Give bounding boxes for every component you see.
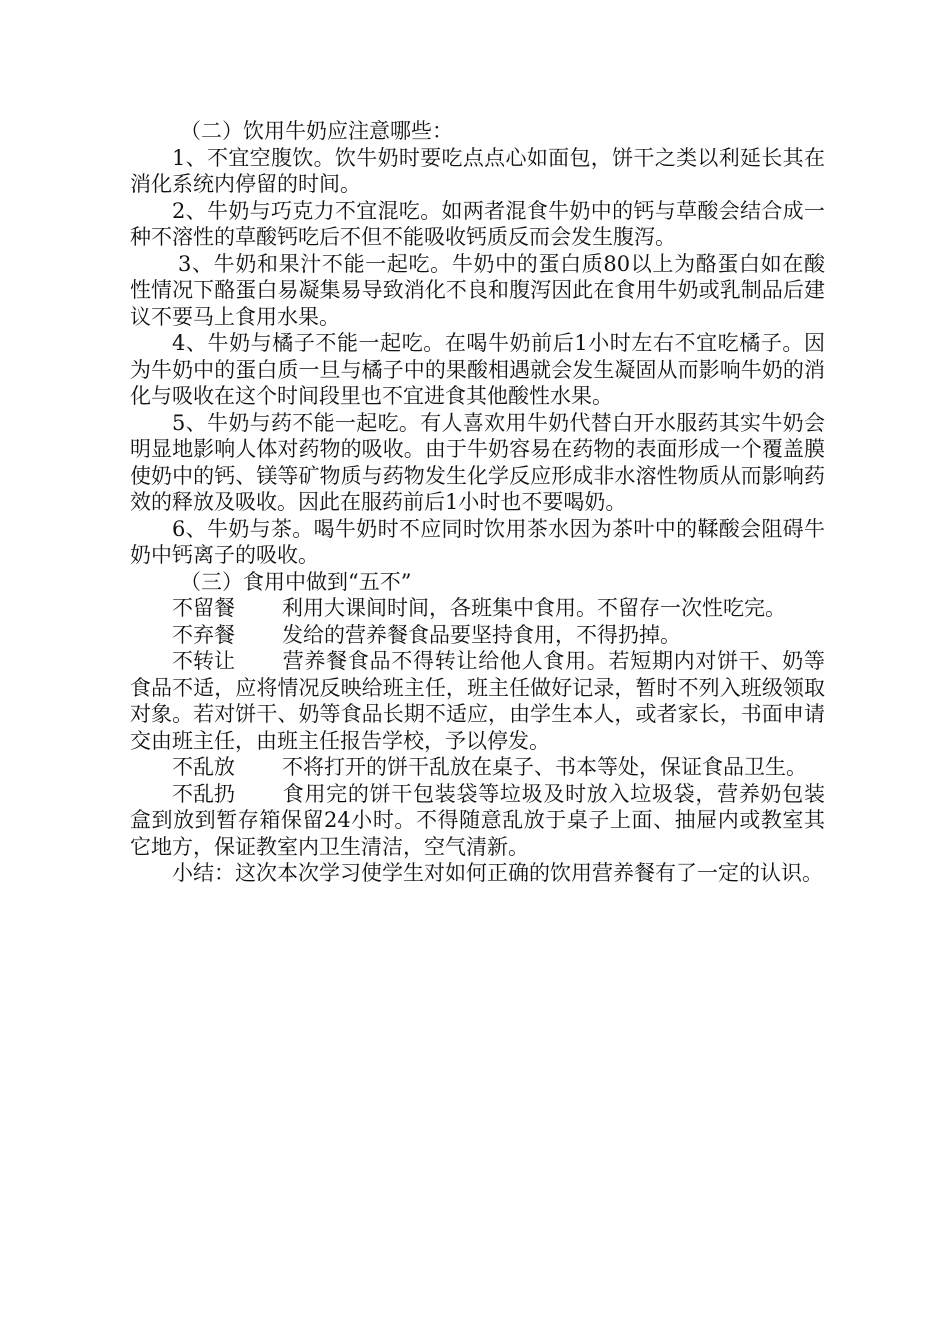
section-heading-milk-notes: （二）饮用牛奶应注意哪些： <box>180 119 453 143</box>
rule-text: 食用完的饼干包装袋等垃圾及时放入垃圾袋，营养奶包装盒到放到暂存箱保留24小时。不得随意乱放于桌子上面、抽屉内或教室其它地方，保证教室内卫生清洁，空气清新。 <box>130 781 825 859</box>
rule-text: 不将打开的饼干乱放在桌子、书本等处，保证食品卫生。 <box>282 755 807 779</box>
document-body <box>130 118 825 887</box>
rule-term: 不留餐 <box>172 596 235 620</box>
rule-term: 不转让 <box>172 649 235 673</box>
summary-paragraph: 小结：这次本次学习使学生对如何正确的饮用营养餐有了一定的认识。 <box>172 861 823 885</box>
rule-text: 发给的营养餐食品要坚持食用，不得扔掉。 <box>282 622 681 647</box>
rule-text: 营养餐食品不得转让给他人食用。若短期内对饼干、奶等食品不适，应将情况反映给班主任，班主任做好记录，暂时不列入班级领取对象。若对饼干、奶等食品长期不适应，由学生本人，或者家长，书面申请交由班主任，由班主任报告学校，予以停发。 <box>130 649 825 753</box>
rule-no-misplace <box>130 754 825 781</box>
rule-no-litter <box>130 781 825 861</box>
milk-note-4: 4、牛奶与橘子不能一起吃。在喝牛奶前后1小时左右不宜吃橘子。因为牛奶中的蛋白质一旦与橘子中的果酸相遇就会发生凝固从而影响牛奶的消化与吸收在这个时间段里也不宜进食其他酸性水果。 <box>130 331 825 408</box>
milk-note-6: 6、牛奶与茶。喝牛奶时不应同时饮用茶水因为茶叶中的鞣酸会阻碍牛奶中钙离子的吸收。 <box>130 516 825 567</box>
rule-term: 不乱放 <box>172 755 235 779</box>
milk-note-5: 5、牛奶与药不能一起吃。有人喜欢用牛奶代替白开水服药其实牛奶会明显地影响人体对药物的吸收。由于牛奶容易在药物的表面形成一个覆盖膜使奶中的钙、镁等矿物质与药物发生化学反应形成非水溶性物质从而影响药效的释放及吸收。因此在服药前后1小时也不要喝奶。 <box>130 410 825 514</box>
rule-no-discard <box>130 622 825 649</box>
rule-term: 不弃餐 <box>172 622 235 647</box>
rule-no-leftover <box>130 595 825 622</box>
rule-term: 不乱扔 <box>172 781 235 806</box>
milk-note-1: 1、不宜空腹饮。饮牛奶时要吃点点心如面包，饼干之类以利延长其在消化系统内停留的时间。 <box>130 145 825 196</box>
rule-no-transfer <box>130 648 825 754</box>
milk-note-2: 2、牛奶与巧克力不宜混吃。如两者混食牛奶中的钙与草酸会结合成一种不溶性的草酸钙吃后不但不能吸收钙质反而会发生腹泻。 <box>130 198 825 249</box>
milk-note-3: 3、牛奶和果汁不能一起吃。牛奶中的蛋白质80以上为酪蛋白如在酸性情况下酪蛋白易凝集易导致消化不良和腹泻因此在食用牛奶或乳制品后建议不要马上食用水果。 <box>130 251 825 329</box>
rule-text: 利用大课间时间，各班集中食用。不留存一次性吃完。 <box>282 596 786 620</box>
section-heading-five-nots: （三）食用中做到“五不” <box>180 569 412 594</box>
